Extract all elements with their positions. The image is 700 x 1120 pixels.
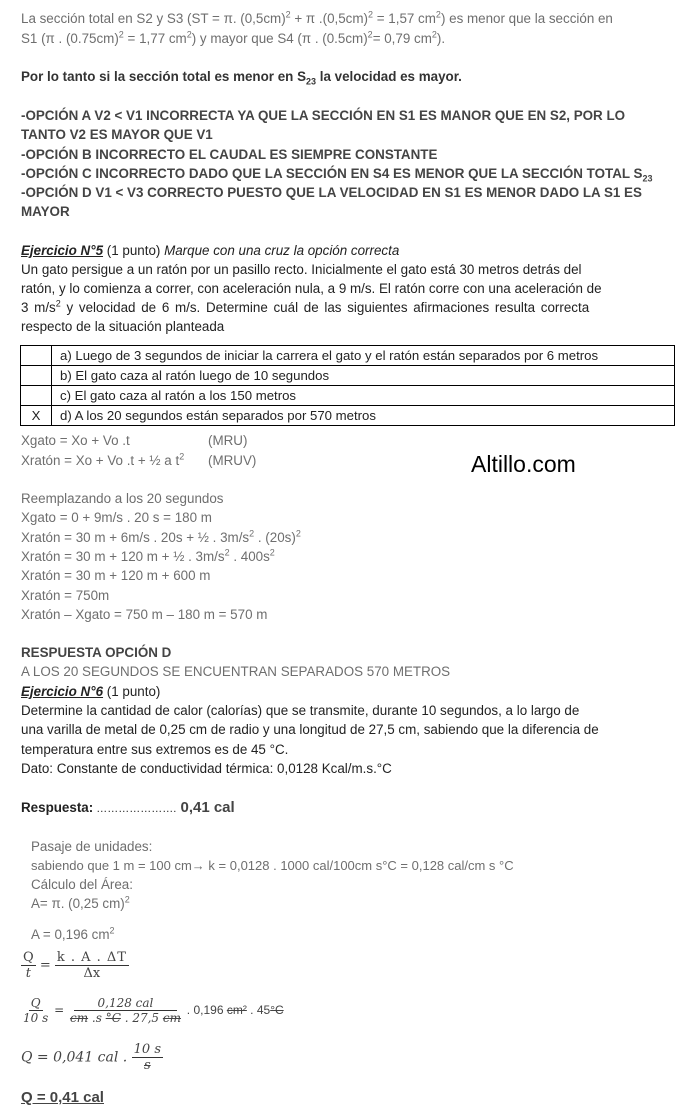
option-c-line: -OPCIÓN C INCORRECTO DADO QUE LA SECCIÓN EN S4 ES MENOR QUE LA SECCIÓN TOTAL $S_{23}$: [21, 166, 653, 184]
option-a-line-1: -OPCIÓN A V2 < V1 INCORRECTA YA QUE LA SECCIÓN EN S1 ES MANOR QUE EN S2, POR LO: [21, 108, 626, 123]
calc-line: Xratón = 30 m + 120 m + 600 m: [21, 568, 211, 583]
option-checkbox[interactable]: [21, 386, 52, 406]
calc-line: Xratón = 30 m + 120 m + ½ . $3m/s^2$ . $400s^2$: [21, 547, 275, 564]
option-checkbox[interactable]: X: [21, 406, 52, 426]
table-row[interactable]: [21, 386, 675, 406]
option-text: c) El gato caza al ratón a los 150 metros: [52, 386, 675, 406]
area-title: Cálculo del Área:: [31, 877, 133, 892]
exercise-6-heading: Ejercicio N°6 (1 punto): [21, 684, 161, 699]
exercise-6-statement-3: temperatura entre sus extremos es de 45 °C.: [21, 742, 289, 757]
exercise-5-statement-2: ratón, y lo comienza a correr, con aceleración nula, a 9 m/s. El ratón corre con una aceleración de: [21, 281, 602, 296]
option-checkbox[interactable]: [21, 346, 52, 366]
table-row[interactable]: [21, 346, 675, 366]
text-line: S1 (π . $(0.75cm)^2 = 1,77$ $cm^2$) y mayor que S4 (π . $(0.5cm)^2= 0,79$ $cm^2$).: [21, 29, 446, 46]
formula-substitution: $\frac{Q}{10 s}$ = $\frac{\text{0,128 cal}}{cm .s ^\circ C . 27,5 cm}$ . 0,196 cm² . 45°C: [23, 996, 284, 1025]
option-text: b) El gato caza al ratón luego de 10 segundos: [52, 366, 675, 386]
equation-mruv: Xratón = Xo + Vo .t + ½ a $t^2$ (MRUV): [21, 451, 257, 468]
option-text: d) A los 20 segundos están separados por 570 metros: [52, 406, 675, 426]
final-answer: Q = 0,41 cal: [21, 1089, 104, 1106]
units-line: sabiendo que 1 m = 100 cm→ k = 0,0128 . 1000 cal/100cm s°C = 0,128 cal/cm s °C: [31, 858, 514, 873]
option-text: a) Luego de 3 segundos de iniciar la carrera el gato y el ratón están separados por 6 metros: [52, 346, 675, 366]
answer-title: RESPUESTA OPCIÓN D: [21, 645, 172, 660]
exercise-6-statement-2: una varilla de metal de 0,25 cm de radio y una longitud de 27,5 cm, sabiendo que la diferencia de: [21, 722, 599, 737]
calc-line: Xratón = 30 m + 6m/s . 20s + ½ . $3m/s^2$ . $(20s)^2$: [21, 528, 301, 545]
exercise-5-heading: Ejercicio N°5 (1 punto) Marque con una cruz la opción correcta: [21, 243, 400, 258]
formula-heat-conduction: $\frac{Q}{t}$ = $\frac{k . A . \Delta T}{\Delta x}$: [23, 950, 127, 981]
answer-line: Respuesta: …………………. 0,41 cal: [21, 799, 235, 816]
table-row[interactable]: [21, 366, 675, 386]
exercise-6-statement-1: Determine la cantidad de calor (calorías) que se transmite, durante 10 segundos, a lo largo de: [21, 703, 580, 718]
conclusion-line: Por lo tanto si la sección total es menor en $S_{23}$ la velocidad es mayor.: [21, 69, 462, 87]
exercise-5-statement-3: 3 $m/s^2$ y velocidad de 6 m/s. Determine cuál de las siguientes afirmaciones resulta correcta: [21, 298, 590, 315]
option-d-line-2: MAYOR: [21, 204, 70, 219]
table-row[interactable]: [21, 406, 675, 426]
exercise-5-statement-1: Un gato persigue a un ratón por un pasillo recto. Inicialmente el gato está 30 metros detrás del: [21, 262, 582, 277]
option-b-line: -OPCIÓN B INCORRECTO EL CAUDAL ES SIEMPRE CONSTANTE: [21, 147, 438, 162]
equation-mru: Xgato = Xo + Vo .t (MRU): [21, 433, 248, 448]
exercise-5-statement-4: respecto de la situación planteada: [21, 319, 225, 334]
calc-line: Xratón = 750m: [21, 588, 110, 603]
exercise-6-statement-4: Dato: Constante de conductividad térmica: 0,0128 Kcal/m.s.°C: [21, 761, 392, 776]
formula-result: Q = 0,041 cal . $\frac{10 s}{s}$: [21, 1042, 162, 1073]
calc-line: Xgato = 0 + 9m/s . 20 s = 180 m: [21, 510, 212, 525]
brand-watermark: Altillo.com: [471, 451, 576, 477]
calc-line: Xratón – Xgato = 750 m – 180 m = 570 m: [21, 607, 268, 622]
text-line: La sección total en S2 y S3 (ST = π. $(0,5cm)^2 + \pi$ $.(0,5cm)^2 = 1,57$ $cm^2$) es menor que la sección en: [21, 9, 613, 26]
options-table: [20, 345, 675, 426]
area-equation: A= π. (0,25 cm)$^2$: [31, 894, 130, 911]
area-result: A = 0,196 $cm^2$: [31, 925, 115, 942]
option-d-line-1: -OPCIÓN D V1 < V3 CORRECTO PUESTO QUE LA VELOCIDAD EN S1 ES MENOR DADO LA S1 ES: [21, 185, 642, 200]
option-checkbox[interactable]: [21, 366, 52, 386]
option-a-line-2: TANTO V2 ES MAYOR QUE V1: [21, 127, 213, 142]
calc-title: Reemplazando a los 20 segundos: [21, 491, 224, 506]
units-title: Pasaje de unidades:: [31, 839, 153, 854]
answer-text: A LOS 20 SEGUNDOS SE ENCUENTRAN SEPARADOS 570 METROS: [21, 664, 451, 679]
